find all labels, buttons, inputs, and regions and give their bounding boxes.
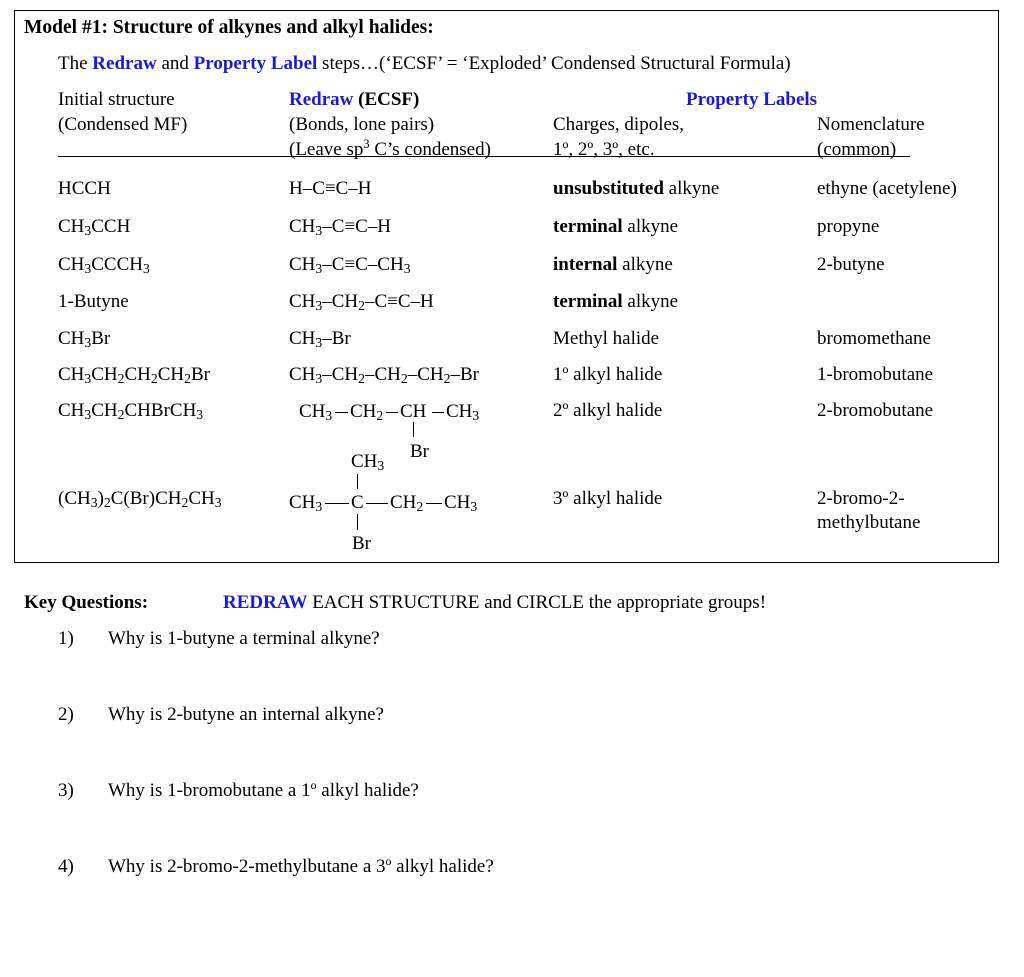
row-label [553, 291, 678, 313]
intro-property-label: Property Label [193, 53, 318, 74]
question-text: Why is 2-butyne an internal alkyne? [108, 704, 384, 725]
row-label-rest: alkyne [622, 291, 679, 312]
row-label-rest: Methyl halide [553, 328, 660, 349]
row-label-rest: alkyne [622, 216, 679, 237]
question-number: 4) [58, 856, 74, 877]
row-redraw: $CH_3-C\equiv C-CH_3$ [289, 254, 411, 276]
row-name: 1-bromobutane [817, 364, 934, 385]
question-text: Why is 1-bromobutane a 1º alkyl halide? [108, 780, 419, 801]
question-number: 1) [58, 628, 74, 649]
header-col2-line3-post: C’s condensed) [374, 139, 491, 160]
row-label [553, 400, 662, 422]
mol-ch3: $CH_3$ [444, 492, 478, 514]
row-label-rest: alkyne [663, 178, 720, 199]
intro-redraw: Redraw [92, 53, 157, 74]
header-property-labels: Property Labels [686, 89, 818, 110]
row-initial: $CH_3Br$ [58, 328, 111, 350]
row-label-rest: alkyne [617, 254, 673, 275]
row-label [553, 488, 662, 510]
header-col2-line1 [289, 89, 419, 111]
header-col2-line3-sup: 3 [363, 137, 370, 152]
question-text: Why is 2-bromo-2-methylbutane a 3º alkyl halide? [108, 856, 494, 877]
row-redraw: H–C≡C–H [289, 178, 372, 199]
header-col4-line1: Nomenclature [817, 114, 925, 135]
mol-ch3-top: $CH_3$ [351, 451, 385, 473]
intro-line [58, 53, 791, 75]
bond [366, 503, 388, 504]
bond-vertical [357, 474, 358, 489]
mol-ch2: $CH_2$ [390, 492, 424, 514]
header-rule [58, 156, 910, 157]
row-label [553, 364, 662, 386]
intro-the: The [58, 53, 88, 74]
question-number: 2) [58, 704, 74, 725]
row-name: bromomethane [817, 328, 931, 349]
row-name-line2: methylbutane [817, 512, 921, 533]
header-col4-line2: (common) [817, 139, 897, 160]
row-name-line1: 2-bromo-2- [817, 488, 905, 509]
instruction-redraw: REDRAW [223, 592, 308, 613]
bond [335, 412, 348, 413]
header-col2-line2: (Bonds, lone pairs) [289, 114, 435, 135]
row-redraw: $CH_3-C\equiv C-H$ [289, 216, 392, 238]
header-col1-line2: (Condensed MF) [58, 114, 188, 135]
bond-vertical [357, 514, 358, 530]
row-name: 2-butyne [817, 254, 885, 275]
row-initial: $CH_3CH_2CHBrCH_3$ [58, 400, 204, 422]
model-title: Model #1: Structure of alkynes and alkyl halides: [24, 17, 434, 38]
mol-ch3: $CH_3$ [299, 401, 333, 423]
row-initial: $CH_3CCH$ [58, 216, 131, 238]
mol-br: Br [352, 533, 371, 554]
key-questions-label: Key Questions: [24, 592, 149, 613]
question-number: 3) [58, 780, 74, 801]
row-initial: $(CH_3)_2C(Br)CH_2CH_3$ [58, 488, 222, 510]
question-text: Why is 1-butyne a terminal alkyne? [108, 628, 380, 649]
header-col2-line3-pre: (Leave sp [289, 139, 364, 160]
header-ecsf: (ECSF) [358, 89, 420, 110]
bond-vertical [413, 422, 414, 437]
header-col1-line1: Initial structure [58, 89, 175, 110]
row-label-rest: 1º alkyl halide [553, 364, 663, 385]
row-initial: $CH_3CCCH_3$ [58, 254, 150, 276]
intro-and: and [161, 53, 189, 74]
row-initial: 1-Butyne [58, 291, 129, 312]
header-redraw: Redraw [289, 89, 354, 110]
row-label [553, 178, 719, 200]
bond [426, 503, 442, 504]
bond [386, 412, 398, 413]
header-col2-line3 [289, 139, 491, 161]
row-initial: $CH_3CH_2CH_2CH_2Br$ [58, 364, 210, 386]
row-label [553, 254, 673, 276]
header-col3-line1: Charges, dipoles, [553, 114, 685, 135]
row-name: 2-bromobutane [817, 400, 934, 421]
row-initial: HCCH [58, 178, 111, 199]
row-label-bold: unsubstituted [553, 178, 664, 199]
row-label-rest: 2º alkyl halide [553, 400, 663, 421]
bond [432, 412, 444, 413]
row-label [553, 216, 678, 238]
row-name: ethyne (acetylene) [817, 178, 957, 199]
instruction-rest: EACH STRUCTURE and CIRCLE the appropriate groups! [312, 592, 767, 613]
mol-ch2: $CH_2$ [350, 401, 384, 423]
mol-c: C [351, 492, 364, 513]
bond [325, 503, 349, 504]
row-redraw: $CH_3-Br$ [289, 328, 351, 350]
row-name: propyne [817, 216, 880, 237]
intro-rest: steps…(‘ECSF’ = ‘Exploded’ Condensed Structural Formula) [322, 53, 791, 74]
row-redraw: $CH_3-CH_2-C\equiv C-H$ [289, 291, 434, 313]
row-label-rest: 3º alkyl halide [553, 488, 663, 509]
mol-ch3: $CH_3$ [446, 401, 480, 423]
mol-ch: CH [400, 401, 427, 422]
row-redraw: $CH_3-CH_2-CH_2-CH_2-Br$ [289, 364, 479, 386]
mol-br: Br [410, 441, 429, 462]
key-questions-instruction [223, 592, 766, 614]
header-col3-line2: 1º, 2º, 3º, etc. [553, 139, 655, 160]
row-label [553, 328, 659, 350]
row-label-bold: terminal [553, 291, 623, 312]
row-label-bold: terminal [553, 216, 623, 237]
row-label-bold: internal [553, 254, 618, 275]
mol-ch3: $CH_3$ [289, 492, 323, 514]
